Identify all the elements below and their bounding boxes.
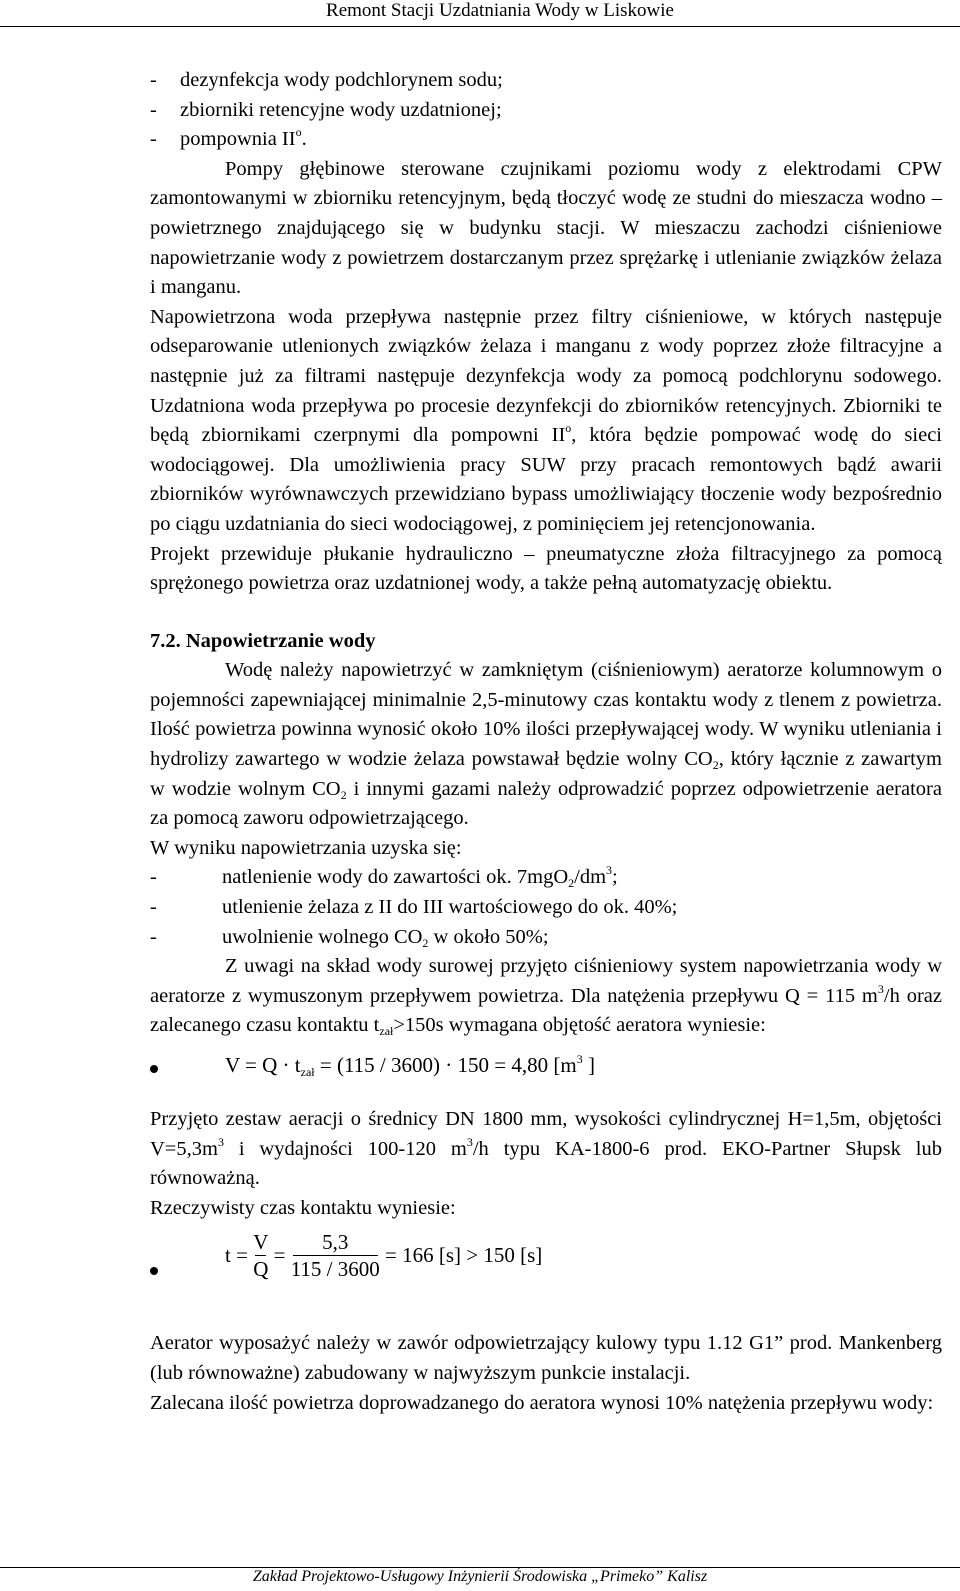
paragraph-rinsing: Projekt przewiduje płukanie hydrauliczno – pneumatyczne złoża filtracyjnego za pomocą sprężonego powietrza oraz uzdatnionej wody, a także pełną automatyzację obiektu. bbox=[150, 542, 942, 595]
section-heading: 7.2. Napowietrzanie wody bbox=[150, 629, 376, 652]
paragraph-system: Z uwagi na skład wody surowej przyjęto ciśnieniowy system napowietrzania wody w aeratorze z wymuszonym przepływem powietrza. Dla natężenia przepływu Q = 115 $m^3/h$ oraz zalecanego czasu kontaktu $t_{zał}>150s$ wymagana objętość aeratora wyniesie: bbox=[150, 955, 942, 1039]
dash-bullet: - bbox=[150, 128, 157, 151]
list-item: - dezynfekcja wody podchlorynem sodu; bbox=[150, 66, 942, 96]
list-item: - uwolnienie wolnego $CO_2$ w około 50%; bbox=[150, 923, 942, 953]
document-body bbox=[150, 66, 942, 1418]
paragraph-pumps: Pompy głębinowe sterowane czujnikami poziomu wody z elektrodami CPW zamontowanymi w zbiorniku retencyjnym, będą tłoczyć wodę ze studni do mieszacza wodno – powietrznego znajdującego się w budynku stacji. W mieszaczu zachodzi ciśnieniowe napowietrzanie wody z powietrzem dostarczanym przez sprężarkę i utlenianie związków żelaza i manganu. bbox=[150, 157, 942, 299]
dash-bullet: - bbox=[150, 866, 157, 889]
process-list bbox=[150, 66, 942, 155]
list-item: - utlenienie żelaza z II do III wartościowego do ok. 40%; bbox=[150, 893, 942, 923]
document-title: Remont Stacji Uzdatniania Wody w Liskowie bbox=[326, 0, 674, 21]
formula-contact-time: t = $\frac{V}{Q}$ = $\frac{5,3}{115 / 3600}$ = 166 [s] > 150 [s] bbox=[150, 1229, 942, 1321]
bullet-dot bbox=[150, 1267, 158, 1275]
dash-bullet: - bbox=[150, 896, 157, 919]
dash-bullet: - bbox=[150, 925, 157, 948]
paragraph-air-amount: Zalecana ilość powietrza doprowadzanego do aeratora wynosi 10% natężenia przepływu wody: bbox=[150, 1391, 934, 1414]
formula-volume: $V = Q \cdot t_{zał} = (115 / 3600) \cdot 150 = 4,80$ [$m^3$ ] bbox=[150, 1045, 942, 1097]
paragraph-filtration: Napowietrzona woda przepływa następnie przez filtry ciśnieniowe, w których następuje odseparowanie utlenionych związków żelaza i manganu z wody poprzez złoże filtracyjne a następnie już za filtrami następuje dezynfekcja wody za pomocą podchlorynu sodowego. Uzdatniona woda przepływa po procesie dezynfekcji do zbiorników retencyjnych. Zbiorniki te będą zbiornikami czerpnymi dla pompowni $II^o$, która będzie pompować wodę do sieci wodociągowej. Dla umożliwienia pracy SUW przy pracach remontowych bądź awarii zbiorników wyrównawczych przewidziano bypass umożliwiający tłoczenie wody bezpośrednio po ciągu uzdatniania do sieci wodociągowej, z pominięciem jej retencjonowania. bbox=[150, 305, 943, 535]
paragraph-aeration: Wodę należy napowietrzyć w zamkniętym (ciśnieniowym) aeratorze kolumnowym o pojemności zapewniającej minimalnie 2,5-minutowy czas kontaktu wody z tlenem z powietrza. Ilość powietrza powinna wynosić około 10% ilości przepływającej wody. W wyniku utleniania i hydrolizy zawartego w wodzie żelaza powstawał będzie wolny $CO_2$, który łącznie z zawartym w wodzie wolnym $CO_2$ i innymi gazami należy odprowadzić poprzez odpowietrzenie aeratora za pomocą zaworu odpowietrzającego. bbox=[150, 659, 942, 830]
footer-text: Zakład Projektowo-Usługowy Inżynierii Środowiska „Primeko” Kalisz bbox=[252, 1568, 708, 1585]
bullet-dot bbox=[150, 1065, 158, 1073]
paragraph-valve: Aerator wyposażyć należy w zawór odpowietrzający kulowy typu 1.12 G1” prod. Mankenberg (lub równoważne) zabudowany w najwyższym punkcie instalacji. bbox=[150, 1332, 942, 1384]
paragraph-contact-time: Rzeczywisty czas kontaktu wyniesie: bbox=[150, 1196, 456, 1219]
header-divider bbox=[0, 26, 960, 27]
fraction: $\frac{V}{Q}$ bbox=[253, 1230, 269, 1282]
fraction: $\frac{5,3}{115 / 3600}$ bbox=[290, 1230, 380, 1282]
paragraph-aerator-set: Przyjęto zestaw aeracji o średnicy DN 1800 mm, wysokości cylindrycznej H=1,5m, objętości $V=5,3m^3$ i wydajności 100-120 $m^3/h$ typu KA-1800-6 prod. EKO-Partner Słupsk lub równoważną. bbox=[150, 1108, 943, 1190]
list-item: - natlenienie wody do zawartości ok. $7mgO_2/dm^3$; bbox=[150, 863, 942, 893]
dash-bullet: - bbox=[150, 69, 157, 91]
list-item: - pompownia $II^o$. bbox=[150, 125, 942, 155]
dash-bullet: - bbox=[150, 98, 157, 121]
effects-list bbox=[150, 863, 942, 952]
page-header bbox=[0, 0, 960, 26]
list-item: - zbiorniki retencyjne wody uzdatnionej; bbox=[150, 96, 942, 126]
paragraph-results-intro: W wyniku napowietrzania uzyska się: bbox=[150, 836, 462, 859]
